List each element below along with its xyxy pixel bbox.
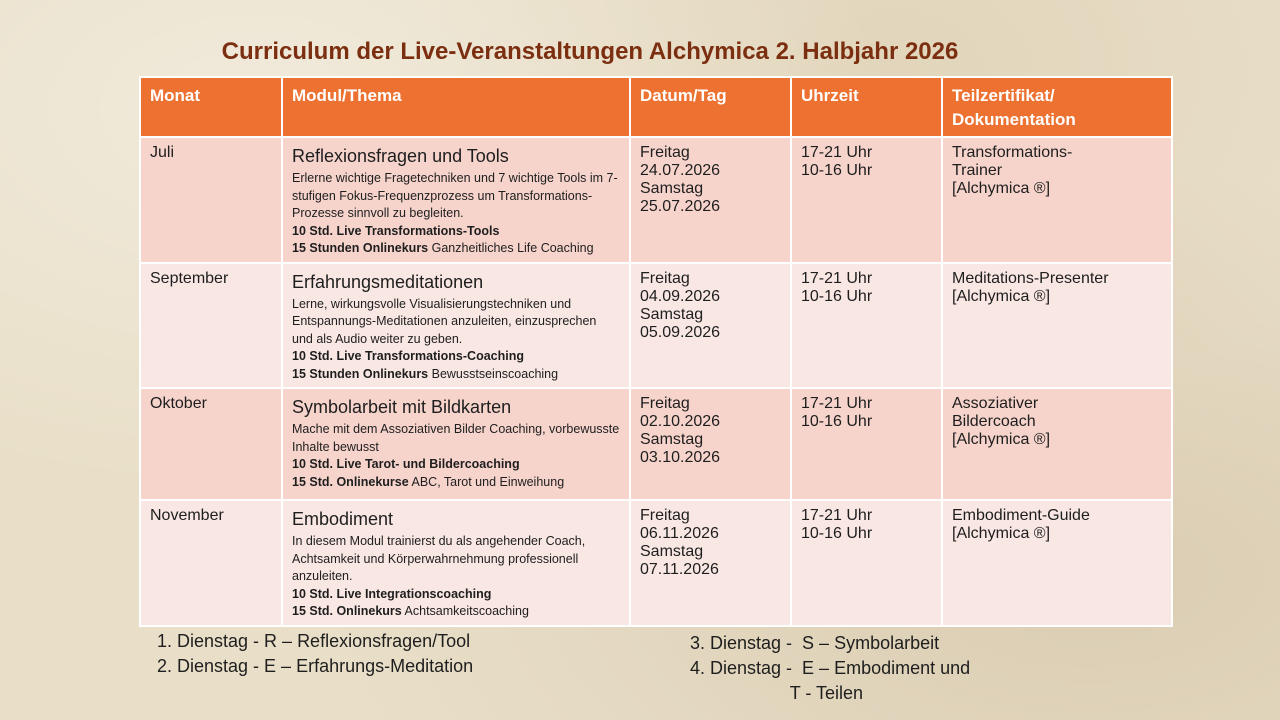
day-1: Freitag: [640, 269, 690, 287]
day-1: Freitag: [640, 507, 690, 524]
module-description: [292, 533, 620, 621]
date-1: 24.07.2026: [640, 162, 721, 179]
day-2: Samstag: [640, 431, 704, 448]
online-hours: 15 Stunden Onlinekurs: [292, 241, 429, 255]
description-text: Erlerne wichtige Fragetechniken und 7 wichtige Tools im 7-stufigen Fokus-Frequenzprozess um Transformations-Prozesse sinnvoll zu begleiten.: [292, 171, 618, 220]
time-2: 10-16 Uhr: [801, 413, 873, 430]
table-row: [140, 500, 1172, 626]
date-cell: [630, 263, 791, 389]
time-1: 17-21 Uhr: [801, 395, 873, 412]
legend-item: 2. Dienstag - E – Erfahrungs-Meditation: [157, 656, 474, 676]
legend-left: [157, 629, 473, 679]
time-cell: [791, 263, 942, 389]
module-cell: [282, 388, 630, 500]
table-row: [140, 388, 1172, 500]
day-2: Samstag: [640, 180, 704, 197]
module-title: Symbolarbeit mit Bildkarten: [292, 397, 512, 417]
day-1: Freitag: [640, 144, 690, 161]
time-2: 10-16 Uhr: [801, 287, 873, 305]
date-cell: [630, 500, 791, 626]
date-cell: [630, 388, 791, 500]
header-month: Monat: [140, 77, 282, 137]
date-1: 02.10.2026: [640, 413, 721, 430]
table-header-row: [140, 77, 1172, 137]
online-course: ABC, Tarot und Einweihung: [408, 474, 565, 489]
certificate-line: [Alchymica ®]: [952, 287, 1051, 305]
certificate-line: [Alchymica ®]: [952, 180, 1051, 197]
time-2: 10-16 Uhr: [801, 162, 873, 179]
header-date: Datum/Tag: [630, 77, 791, 137]
certificate-line: Transformations-: [952, 144, 1073, 161]
table-row: [140, 137, 1172, 263]
date-cell: [630, 137, 791, 263]
time-1: 17-21 Uhr: [801, 144, 873, 161]
module-cell: [282, 500, 630, 626]
module-cell: [282, 263, 630, 389]
live-hours: 10 Std. Live Transformations-Tools: [292, 223, 500, 238]
module-description: [292, 296, 620, 384]
certificate-cell: [942, 500, 1172, 626]
certificate-line: [Alchymica ®]: [952, 525, 1051, 542]
module-title: Erfahrungsmeditationen: [292, 271, 484, 292]
table-row: [140, 263, 1172, 389]
live-hours: 10 Std. Live Integrationscoaching: [292, 586, 492, 601]
legend-right: [690, 631, 970, 706]
description-text: Mache mit dem Assoziativen Bilder Coaching, vorbewusste Inhalte bewusst: [292, 422, 620, 454]
description-text: In diesem Modul trainierst du als angehender Coach, Achtsamkeit und Körperwahrnehmung professionell anzuleiten.: [292, 534, 586, 583]
day-1: Freitag: [640, 395, 690, 412]
date-2: 05.09.2026: [640, 323, 721, 341]
month-cell: Oktober: [140, 388, 282, 500]
legend-item: 4. Dienstag - E – Embodiment und: [690, 658, 971, 678]
header-module: Modul/Thema: [282, 77, 630, 137]
header-time: Uhrzeit: [791, 77, 942, 137]
certificate-cell: [942, 263, 1172, 389]
certificate-line: Embodiment-Guide: [952, 507, 1090, 524]
module-title: Embodiment: [292, 509, 394, 529]
date-1: 06.11.2026: [640, 525, 719, 542]
certificate-line: Bildercoach: [952, 413, 1036, 430]
legend-item: 3. Dienstag - S – Symbolarbeit: [690, 633, 940, 653]
module-description: [292, 170, 620, 258]
module-description: [292, 421, 620, 491]
time-1: 17-21 Uhr: [801, 507, 873, 524]
live-hours: 10 Std. Live Tarot- und Bildercoaching: [292, 457, 520, 471]
time-2: 10-16 Uhr: [801, 525, 873, 542]
time-cell: [791, 388, 942, 500]
certificate-cell: [942, 137, 1172, 263]
day-2: Samstag: [640, 543, 704, 560]
date-2: 03.10.2026: [640, 449, 721, 466]
time-cell: [791, 137, 942, 263]
certificate-cell: [942, 388, 1172, 500]
certificate-line: Trainer: [952, 162, 1003, 179]
page-title: [0, 38, 1180, 66]
module-cell: [282, 137, 630, 263]
month-cell: November: [140, 500, 282, 626]
live-hours: 10 Std. Live Transformations-Coaching: [292, 349, 524, 363]
certificate-line: Assoziativer: [952, 395, 1039, 412]
header-certificate: Teilzertifikat/ Dokumentation: [942, 77, 1172, 137]
module-title: Reflexionsfragen und Tools: [292, 146, 509, 166]
time-cell: [791, 500, 942, 626]
date-2: 07.11.2026: [640, 561, 719, 578]
month-cell: September: [140, 263, 282, 389]
date-1: 04.09.2026: [640, 287, 721, 305]
legend-item: 1. Dienstag - R – Reflexionsfragen/Tool: [157, 631, 471, 651]
time-1: 17-21 Uhr: [801, 269, 873, 287]
legend-item: T - Teilen: [690, 683, 864, 703]
online-hours: 15 Std. Onlinekurse: [292, 474, 409, 489]
online-course: Bewusstseinscoaching: [428, 366, 559, 381]
curriculum-table: [139, 76, 1173, 627]
certificate-line: [Alchymica ®]: [952, 431, 1051, 448]
month-cell: Juli: [140, 137, 282, 263]
title-text: Curriculum der Live-Veranstaltungen Alchymica 2. Halbjahr 2026: [221, 38, 959, 65]
description-text: Lerne, wirkungsvolle Visualisierungstechniken und Entspannungs-Meditationen anzuleiten, einzusprechen und als Audio weiter zu geben.: [292, 296, 597, 346]
online-course: Achtsamkeitscoaching: [401, 604, 529, 618]
online-hours: 15 Stunden Onlinekurs: [292, 366, 429, 381]
online-course: Ganzheitliches Life Coaching: [428, 241, 594, 255]
day-2: Samstag: [640, 305, 704, 323]
certificate-line: Meditations-Presenter: [952, 269, 1109, 287]
date-2: 25.07.2026: [640, 198, 721, 215]
online-hours: 15 Std. Onlinekurs: [292, 604, 402, 618]
